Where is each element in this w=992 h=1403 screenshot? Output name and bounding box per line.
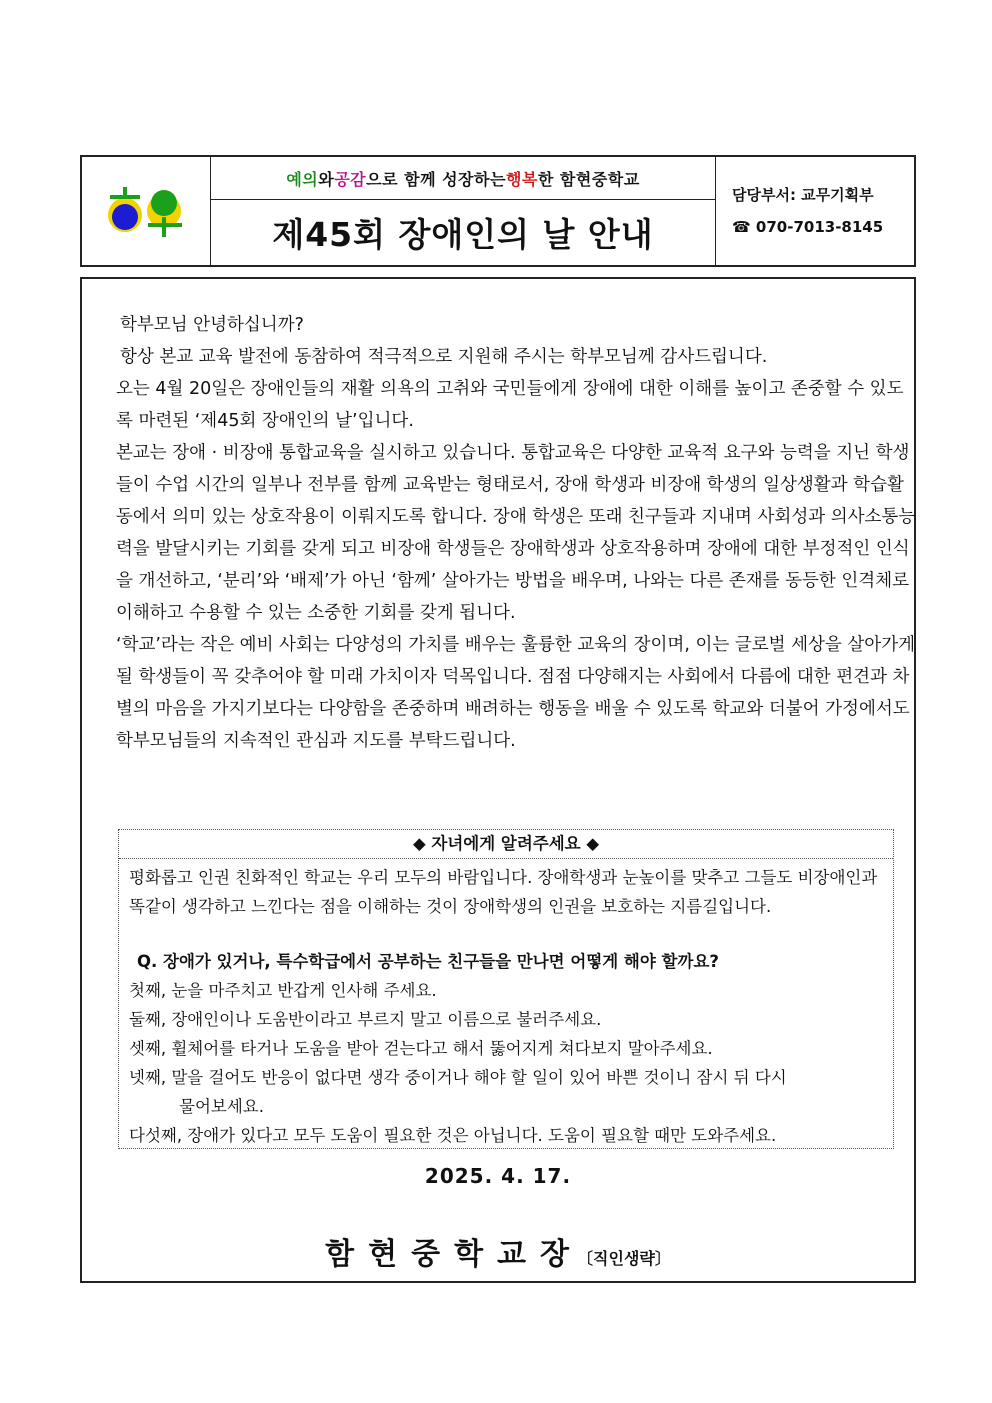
list-item-continuation: 물어보세요. xyxy=(179,1097,264,1116)
school-slogan xyxy=(211,157,715,200)
department-label: 담당부서: 교무기획부 xyxy=(732,186,874,204)
header-middle xyxy=(211,157,716,265)
phone-icon: ☎ xyxy=(732,218,751,236)
paragraph: ‘학교’라는 작은 예비 사회는 다양성의 가치를 배우는 훌륭한 교육의 장이며, 이는 글로벌 세상을 살아가게 될 학생들이 꼭 갖추어야 할 미래 가치이자 덕목입니다. 점점 다양해지는 사회에서 다름에 대한 편견과 차별의 마음을 가지기보다는 다양함을 존중하며 배려하는 행동을 배울 수 있도록 학교와 더불어 가정에서도 학부모님들의 지속적인 관심과 지도를 부탁드립니다. xyxy=(116,635,916,751)
list-item: 첫째, 눈을 마주치고 반갑게 인사해 주세요. xyxy=(129,981,437,1000)
notice-box xyxy=(118,829,894,1149)
thanks-paragraph: 항상 본교 교육 발전에 동참하여 적극적으로 지원해 주시는 학부모님께 감사드립니다. xyxy=(120,347,768,367)
logo-cell xyxy=(82,157,211,265)
slogan-part: 행복 xyxy=(505,169,538,189)
contact-info xyxy=(716,157,914,265)
list-item: 셋째, 휠체어를 타거나 도움을 받아 걷는다고 해서 뚫어지게 쳐다보지 말아주세요. xyxy=(129,1039,713,1058)
list-item: 다섯째, 장애가 있다고 모두 도움이 필요한 것은 아닙니다. 도움이 필요할 때만 도와주세요. xyxy=(129,1126,777,1145)
notice-heading: ◆ 자녀에게 알려주세요 ◆ xyxy=(119,830,893,859)
school-logo-icon xyxy=(106,181,186,241)
notice-intro: 평화롭고 인권 친화적인 학교는 우리 모두의 바람입니다. 장애학생과 눈높이를 맞추고 그들도 비장애인과 똑같이 생각하고 느낀다는 점을 이해하는 것이 장애학생의 인권을 보호하는 지름길입니다. xyxy=(129,868,878,916)
letter-body xyxy=(80,277,916,1283)
notice-content xyxy=(119,859,893,1150)
document-date: 2025. 4. 17. xyxy=(424,1164,572,1188)
paragraph: 오는 4월 20일은 장애인들의 재활 의욕의 고취와 국민들에게 장애에 대한 이해를 높이고 존중할 수 있도록 마련된 ‘제45회 장애인의 날’입니다. xyxy=(116,379,904,431)
signature-block xyxy=(82,1229,914,1273)
slogan-part: 으로 함께 성장하는 xyxy=(366,169,506,189)
principal-signature: 함현중학교장 xyxy=(325,1237,584,1272)
phone-line xyxy=(732,211,914,243)
slogan-part: 예의 xyxy=(286,169,319,189)
document-title: 제45회 장애인의 날 안내 xyxy=(272,215,654,254)
notice-question: Q. 장애가 있거나, 특수학급에서 공부하는 친구들을 만나면 어떻게 해야 할까요? xyxy=(137,952,719,971)
slogan-part: 공감 xyxy=(334,169,367,189)
greeting: 학부모님 안녕하십니까? xyxy=(120,315,304,335)
phone-number: 070-7013-8145 xyxy=(755,218,884,236)
paragraph: 본교는 장애 · 비장애 통합교육을 실시하고 있습니다. 통합교육은 다양한 교육적 요구와 능력을 지닌 학생들이 수업 시간의 일부나 전부를 함께 교육받는 형태로서, 장애 학생과 비장애 학생의 일상생활과 학습활동에서 의미 있는 상호작용이 이뤄지도록 합니다. 장애 학생은 또래 친구들과 지내며 사회성과 의사소통능력을 발달시키는 기회를 갖게 되고 비장애 학생들은 장애학생과 상호작용하며 장애에 대한 부정적인 인식을 개선하고, ‘분리’와 ‘배제’가 아닌 ‘함께’ 살아가는 방법을 배우며, 나와는 다른 존재를 동등한 인격체로 이해하고 수용할 수 있는 소중한 기회를 갖게 됩니다. xyxy=(116,443,916,623)
slogan-part: 한 함현중학교 xyxy=(537,169,640,189)
slogan-part: 와 xyxy=(318,169,335,189)
letter-text xyxy=(116,309,916,757)
seal-omitted-note: 〔직인생략〕 xyxy=(577,1249,671,1268)
list-item: 둘째, 장애인이나 도움반이라고 부르지 말고 이름으로 불러주세요. xyxy=(129,1010,602,1029)
list-item: 넷째, 말을 걸어도 반응이 없다면 생각 중이거나 해야 할 일이 있어 바쁜 것이니 잠시 뒤 다시 xyxy=(129,1068,787,1087)
header-table xyxy=(80,155,916,267)
